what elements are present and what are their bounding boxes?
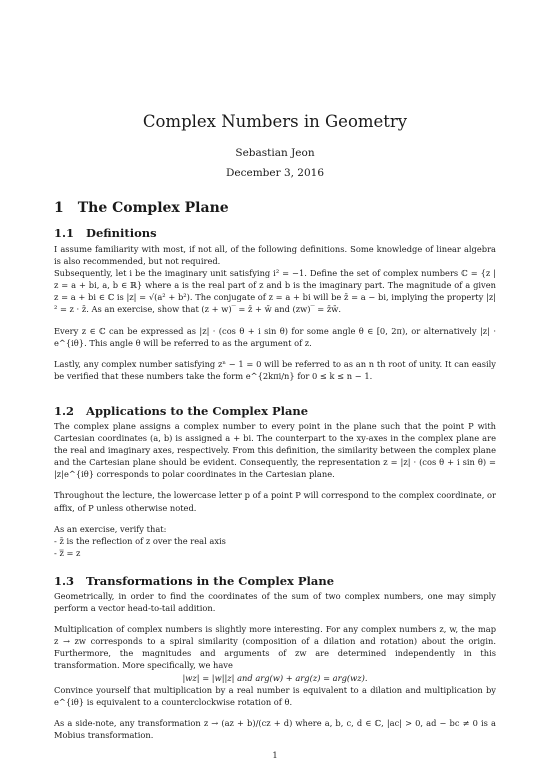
subsection-title: Applications to the Complex Plane xyxy=(86,404,309,418)
paper-author: Sebastian Jeon xyxy=(235,147,315,159)
subsection-heading-1-3 xyxy=(54,574,334,588)
applications-body xyxy=(54,420,496,559)
page-number: 1 xyxy=(272,750,278,760)
section-heading-1 xyxy=(54,200,229,216)
definitions-body xyxy=(54,243,496,382)
subsection-number: 1.3 xyxy=(54,574,75,588)
paragraph: Multiplication of complex numbers is slightly more interesting. For any complex numbers z, w, the map z → zw corresponds to a spiral similarity (composition of a dilation and rotation) about the origin. Furthermore, the magnitudes and arguments of zw are determined independently in this transformation. More specifically, we have xyxy=(54,624,496,671)
paragraph: Convince yourself that multiplication by a real number is equivalent to a dilation and multiplication by e^{iθ} is equivalent to a counterclockwise rotation of θ. xyxy=(54,684,496,707)
subsection-heading-1-2 xyxy=(54,404,308,418)
subsection-heading-1-1 xyxy=(54,226,157,240)
subsection-title: Definitions xyxy=(86,226,157,240)
paragraph: As an exercise, verify that: xyxy=(54,523,167,534)
section-number: 1 xyxy=(54,200,64,216)
paragraph: Lastly, any complex number satisfying zⁿ − 1 = 0 will be referred to as an n th root of unity. It can easily be verified that these numbers take the form e^{2kπi/n} for 0 ≤ k ≤ n − 1. xyxy=(54,358,496,381)
list-item: - z̄ is the reflection of z over the real axis xyxy=(54,535,226,546)
paragraph: Every z ∈ ℂ can be expressed as |z| · (cos θ + i sin θ) for some angle θ ∈ [0, 2π), or alternatively |z| · e^{iθ}. This angle θ will be referred to as the argument of z. xyxy=(54,325,496,348)
list-item: - z̿ = z xyxy=(54,547,81,558)
paragraph: The complex plane assigns a complex number to every point in the plane such that the point P with Cartesian coordinates (a, b) is assigned a + bi. The counterpart to the xy-axes in the complex plane are the real and imaginary axes, respectively. From this definition, the similarity between the complex plane and the Cartesian plane should be evident. Consequently, the representation z = |z| · (cos θ + i sin θ) = |z|e^{iθ} corresponds to polar coordinates in the Cartesian plane. xyxy=(54,421,496,480)
subsection-number: 1.1 xyxy=(54,226,75,240)
transformations-body xyxy=(54,590,496,741)
paragraph: Subsequently, let i be the imaginary unit satisfying i² = −1. Define the set of complex numbers ℂ = {z | z = a + bi, a, b ∈ ℝ} where a is the real part of z and b is the imaginary part. The magnitude of a given z = a + bi ∈ ℂ is |z| = √(a² + b²). The conjugate of z = a + bi will be z̄ = a − bi, implying the property |z|² = z · z̄. As an exercise, show that (z + w)‾ = z̄ + w̄ and (zw)‾ = z̄w̄. xyxy=(54,268,496,315)
section-title: The Complex Plane xyxy=(77,200,229,216)
paragraph: As a side-note, any transformation z → (az + b)/(cz + d) where a, b, c, d ∈ ℂ, |ac| > 0, ad − bc ≠ 0 is a Mobius transformation. xyxy=(54,717,496,740)
paragraph: Geometrically, in order to find the coordinates of the sum of two complex numbers, one may simply perform a vector head-to-tail addition. xyxy=(54,591,496,614)
paper-title: Complex Numbers in Geometry xyxy=(142,112,408,131)
paper-date: December 3, 2016 xyxy=(225,167,325,179)
display-equation: |wz| = |w||z| and arg(w) + arg(z) = arg(wz). xyxy=(182,672,368,683)
subsection-title: Transformations in the Complex Plane xyxy=(86,574,335,588)
paragraph: I assume familiarity with most, if not all, of the following definitions. Some knowledge of linear algebra is also recommended, but not required. xyxy=(54,244,496,267)
paragraph: Throughout the lecture, the lowercase letter p of a point P will correspond to the complex coordinate, or affix, of P unless otherwise noted. xyxy=(54,490,496,513)
subsection-number: 1.2 xyxy=(54,404,75,418)
